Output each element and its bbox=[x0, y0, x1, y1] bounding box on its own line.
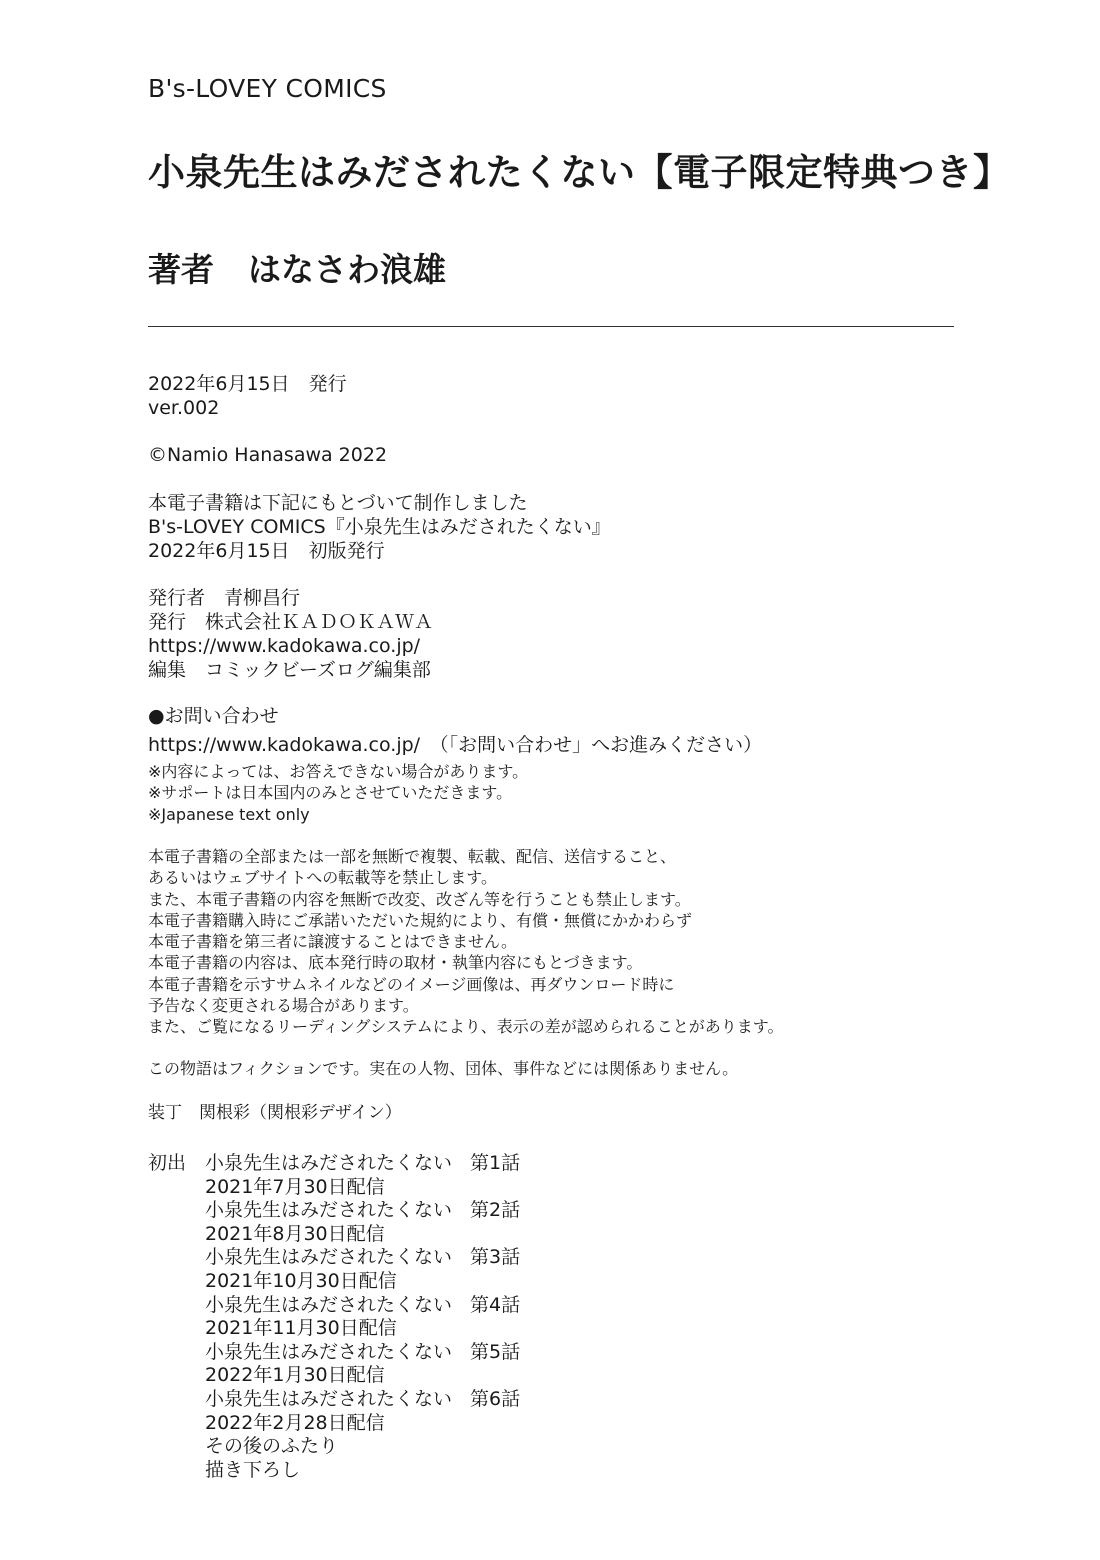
episode-date: 2021年10月30日配信 bbox=[205, 1269, 397, 1292]
source-line: 本電子書籍は下記にもとづいて制作しました bbox=[148, 492, 528, 514]
publisher-block bbox=[148, 586, 948, 682]
list-item bbox=[148, 1360, 948, 1387]
list-item bbox=[148, 1290, 948, 1314]
fiction-notice-block bbox=[148, 1058, 948, 1079]
episode-number: 第4話 bbox=[470, 1293, 521, 1316]
inquiry-block bbox=[148, 704, 948, 757]
episode-title: 小泉先生はみだされたくない bbox=[205, 1387, 453, 1410]
editorial-dept: 編集 コミックビーズログ編集部 bbox=[148, 659, 431, 681]
list-item bbox=[148, 1148, 948, 1172]
inquiry-notes bbox=[148, 761, 948, 825]
list-item bbox=[148, 1195, 948, 1222]
list-item bbox=[148, 1455, 948, 1479]
episode-date: 2022年2月28日配信 bbox=[205, 1411, 385, 1434]
terms-line: 予告なく変更される場合があります。 bbox=[148, 996, 419, 1016]
list-item bbox=[148, 1313, 948, 1340]
episode-title: 小泉先生はみだされたくない bbox=[205, 1340, 453, 1363]
source-line: B's-LOVEY COMICS『小泉先生はみだされたくない』 bbox=[148, 516, 611, 538]
publisher-url: https://www.kadokawa.co.jp/ bbox=[148, 635, 421, 657]
list-item bbox=[148, 1242, 948, 1269]
source-line: 2022年6月15日 初版発行 bbox=[148, 540, 385, 562]
episode-number: 第5話 bbox=[470, 1340, 521, 1363]
fiction-notice: この物語はフィクションです。実在の人物、団体、事件などには関係ありません。 bbox=[148, 1059, 739, 1078]
inquiry-heading: ●お問い合わせ bbox=[148, 705, 279, 727]
terms-line: また、ご覧になるリーディングシステムにより、表示の差が認められることがあります。 bbox=[148, 1017, 784, 1037]
episode-title: 小泉先生はみだされたくない bbox=[205, 1293, 453, 1316]
episode-number: 第6話 bbox=[470, 1387, 521, 1410]
inquiry-note: ※Japanese text only bbox=[148, 804, 310, 824]
inquiry-note: ※サポートは日本国内のみとさせていただきます。 bbox=[148, 783, 513, 803]
episode-date: 2022年1月30日配信 bbox=[205, 1364, 385, 1387]
terms-line: 本電子書籍を第三者に譲渡することはできません。 bbox=[148, 932, 517, 952]
list-item bbox=[148, 1384, 948, 1408]
episode-date: 2021年7月30日配信 bbox=[205, 1175, 385, 1198]
design-block bbox=[148, 1102, 948, 1124]
first-appearance-list bbox=[148, 1148, 948, 1481]
author-name: はなさわ浪雄 bbox=[248, 250, 446, 289]
episode-date: 描き下ろし bbox=[205, 1458, 301, 1481]
list-item bbox=[148, 1219, 948, 1243]
terms-line: 本電子書籍購入時にご承諾いただいた規約により、有償・無償にかかわらず bbox=[148, 910, 693, 930]
episode-title: 小泉先生はみだされたくない bbox=[205, 1246, 453, 1269]
inquiry-url: https://www.kadokawa.co.jp/ （「お問い合わせ」へお進みください） bbox=[148, 734, 763, 756]
publication-date: 2022年6月15日 発行 bbox=[148, 373, 347, 395]
imprint-label: B's-LOVEY COMICS bbox=[148, 74, 387, 103]
book-title: 小泉先生はみだされたくない【電子限定特典つき】 bbox=[148, 151, 1011, 194]
episode-date: 2021年11月30日配信 bbox=[205, 1317, 397, 1340]
first-appearance-label: 初出 bbox=[148, 1152, 187, 1174]
source-block bbox=[148, 491, 948, 563]
episode-title: その後のふたり bbox=[205, 1435, 339, 1458]
design-credit: 装丁 関根彩（関根彩デザイン） bbox=[148, 1103, 402, 1123]
episode-number: 第2話 bbox=[470, 1199, 521, 1222]
publisher-person: 発行者 青柳昌行 bbox=[148, 587, 301, 609]
copyright-line: ©Namio Hanasawa 2022 bbox=[148, 444, 388, 466]
list-item bbox=[148, 1337, 948, 1361]
version-label: ver.002 bbox=[148, 397, 220, 419]
publication-info bbox=[148, 372, 948, 420]
terms-line: 本電子書籍の内容は、底本発行時の取材・執筆内容にもとづきます。 bbox=[148, 953, 643, 973]
episode-number: 第1話 bbox=[470, 1152, 521, 1174]
terms-line: 本電子書籍の全部または一部を無断で複製、転載、配信、送信すること、 bbox=[148, 847, 677, 866]
episode-number: 第3話 bbox=[470, 1246, 521, 1269]
terms-line: あるいはウェブサイトへの転載等を禁止します。 bbox=[148, 868, 497, 888]
episode-title: 小泉先生はみだされたくない bbox=[205, 1199, 453, 1222]
terms-block bbox=[148, 846, 948, 1038]
list-item bbox=[148, 1408, 948, 1432]
list-item bbox=[148, 1172, 948, 1196]
episode-date: 2021年8月30日配信 bbox=[205, 1222, 385, 1245]
author-line bbox=[148, 244, 446, 291]
copyright-block bbox=[148, 443, 948, 467]
episode-title: 小泉先生はみだされたくない bbox=[205, 1152, 453, 1174]
publisher-company: 発行 株式会社ＫＡＤＯＫＡＷＡ bbox=[148, 611, 434, 633]
divider-rule bbox=[148, 326, 954, 327]
terms-line: また、本電子書籍の内容を無断で改変、改ざん等を行うことも禁止します。 bbox=[148, 889, 691, 909]
list-item bbox=[148, 1266, 948, 1290]
list-item bbox=[148, 1431, 948, 1458]
inquiry-note: ※内容によっては、お答えできない場合があります。 bbox=[148, 762, 529, 781]
author-label: 著者 bbox=[148, 250, 214, 289]
terms-line: 本電子書籍を示すサムネイルなどのイメージ画像は、再ダウンロード時に bbox=[148, 974, 675, 994]
